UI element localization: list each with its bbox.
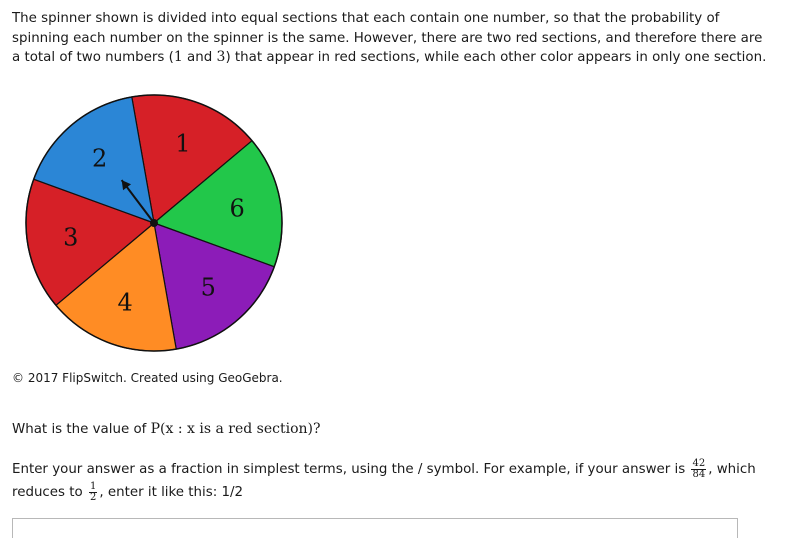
example-numerator: 42	[692, 457, 706, 469]
intro-text-2: ) that appear in red sections, while each other color appears in only one section.	[225, 50, 767, 65]
spinner-label-5: 5	[200, 273, 216, 302]
question-text	[12, 421, 321, 437]
image-credit: © 2017 FlipSwitch. Created using GeoGebra.	[12, 371, 283, 385]
problem-description	[12, 9, 772, 68]
spinner-label-1: 1	[175, 129, 191, 158]
reduced-denominator: 2	[89, 491, 97, 503]
intro-text-1: The spinner shown is divided into equal sections that each contain one number, so that the probability of spinning each number on the spinner is the same. However, there are two red sections, and therefore there are a total of two numbers (	[12, 11, 763, 65]
intro-number-b: 3	[216, 49, 226, 65]
intro-number-a: 1	[173, 49, 183, 65]
spinner-svg	[20, 90, 290, 360]
spinner-label-6: 6	[229, 194, 245, 223]
spinner-hub	[150, 219, 158, 227]
answer-instructions	[12, 458, 782, 504]
instructions-text-3: , enter it like this: 1/2	[99, 485, 244, 500]
spinner-figure	[20, 90, 290, 360]
instructions-text-2: , which reduces to	[12, 462, 756, 500]
question-expression: P(x : x is a red section)?	[150, 421, 321, 437]
spinner-label-4: 4	[117, 288, 133, 317]
reduced-numerator: 1	[89, 480, 97, 492]
example-denominator: 84	[692, 468, 706, 480]
spinner-label-3: 3	[63, 223, 79, 252]
example-fraction	[691, 459, 706, 480]
spinner-label-2: 2	[92, 144, 108, 173]
question-prefix: What is the value of	[12, 422, 151, 437]
instructions-text-1: Enter your answer as a fraction in simplest terms, using the / symbol. For example, if your answer is	[12, 462, 690, 477]
intro-and: and	[182, 50, 217, 65]
answer-input[interactable]	[12, 518, 738, 538]
reduced-fraction	[89, 482, 97, 503]
